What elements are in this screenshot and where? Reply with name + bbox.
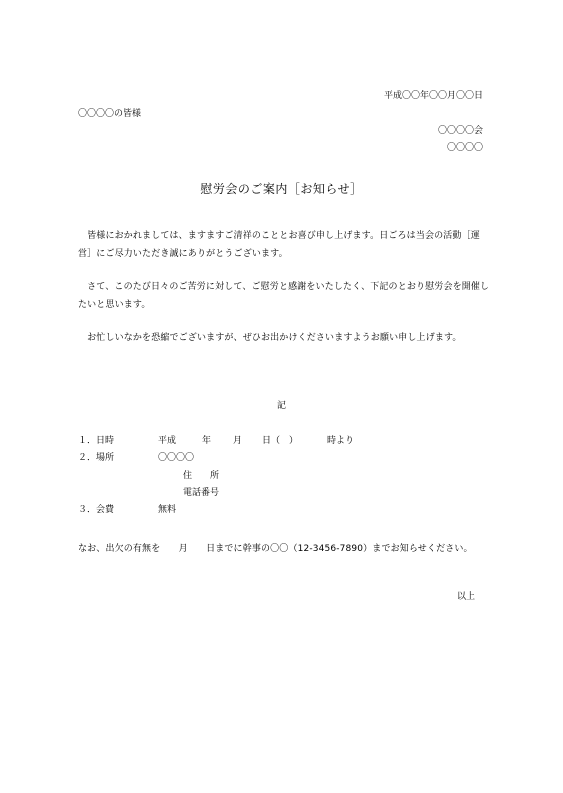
item-fee-label: ３．会費: [78, 505, 115, 515]
recipient-line: 〇〇〇〇の皆様: [78, 109, 142, 119]
document-title: 慰労会のご案内［お知らせ］: [200, 182, 363, 196]
request-paragraph: お忙しいなかを恐縮でございますが、ぜひお出かけくださいますようお願い申し上げます。: [78, 333, 462, 343]
item-venue-phone: 電話番号: [183, 488, 220, 498]
attendance-note: なお、出欠の有無を 月 日までに幹事の〇〇（12-3456-7890）までお知らせください。: [78, 544, 473, 554]
item-venue-label: ２．場所: [78, 453, 115, 463]
greeting-paragraph: 皆様におかれましては、ますますご清祥のこととお喜び申し上げます。日ごろは当会の活動［運営］にご尽力いただき誠にありがとうございます。: [78, 231, 480, 259]
item-fee-value: 無料: [158, 505, 177, 515]
item-datetime-label: １．日時: [78, 436, 115, 446]
item-venue-value: 〇〇〇〇: [158, 453, 195, 463]
sender-organization: 〇〇〇〇会: [437, 126, 483, 136]
item-datetime-era: 平成: [158, 436, 177, 446]
item-venue-address: 住 所: [183, 471, 220, 481]
sender-name: 〇〇〇〇: [446, 143, 483, 153]
item-datetime-day: 日（ ）: [262, 436, 299, 446]
closing-word: 以上: [456, 592, 475, 602]
document-date: 平成〇〇年〇〇月〇〇日: [383, 91, 483, 101]
item-datetime-time: 時より: [327, 436, 355, 446]
item-datetime-year: 年: [202, 436, 212, 446]
item-datetime-month: 月: [233, 436, 243, 446]
announcement-paragraph: さて、このたび日々のご苦労に対して、ご慰労と感謝をいたしたく、下記のとおり慰労会を開催したいと思います。: [78, 282, 490, 310]
ki-heading: 記: [276, 401, 286, 411]
